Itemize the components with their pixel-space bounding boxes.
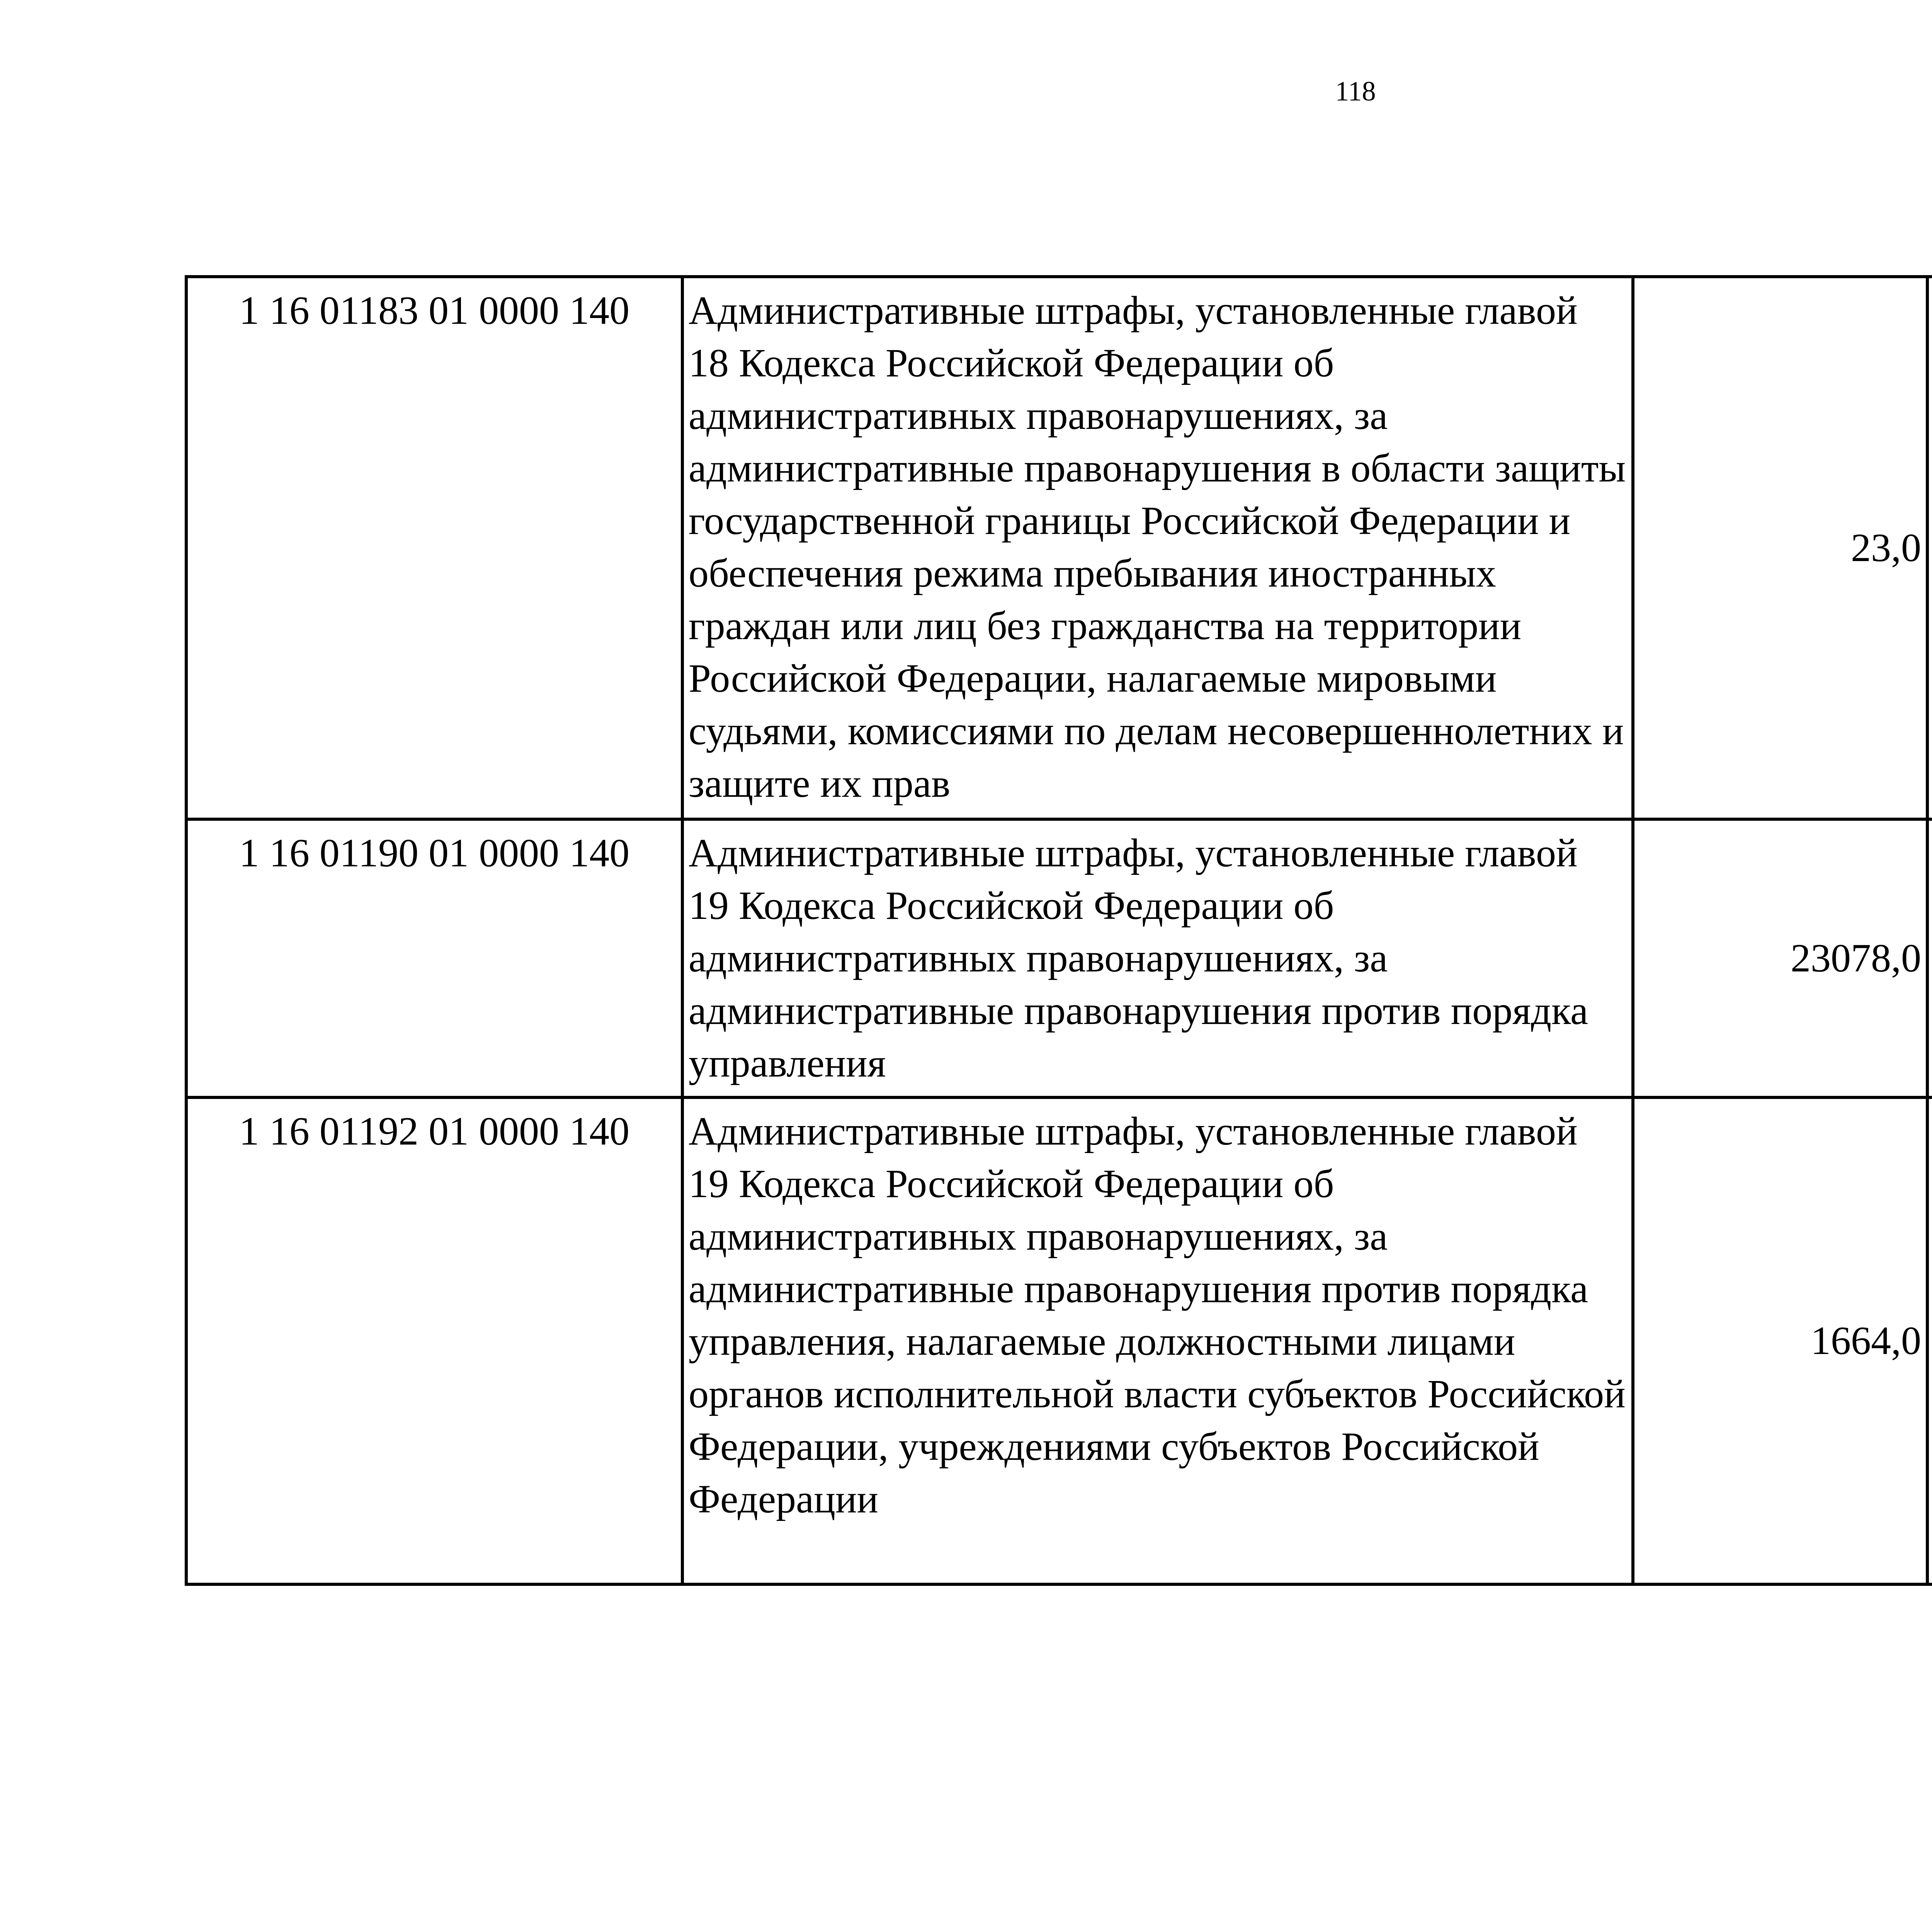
value-cell-year-2 bbox=[1927, 819, 1932, 1097]
budget-code-cell: 1 16 01190 01 0000 140 bbox=[186, 819, 682, 1097]
description-cell: Административные штрафы, установленные главой 18 Кодекса Российской Федерации об административных правонарушениях, за административные правонарушения в области защиты государственной границы Российской Федерации и обеспечения режима пребывания иностранных граждан или лиц без гражданства на территории Российской Федерации, налагаемые мировыми судьями, комиссиями по делам несовершеннолетних и защите их прав bbox=[682, 277, 1633, 819]
value-cell-year-1: 1664,0 bbox=[1633, 1097, 1927, 1584]
description-cell: Административные штрафы, установленные главой 19 Кодекса Российской Федерации об административных правонарушениях, за административные правонарушения против порядка управления bbox=[682, 819, 1633, 1097]
value-cell-year-2 bbox=[1927, 277, 1932, 819]
budget-code-cell: 1 16 01192 01 0000 140 bbox=[186, 1097, 682, 1584]
budget-code-cell: 1 16 01183 01 0000 140 bbox=[186, 277, 682, 819]
value-cell-year-1: 23,0 bbox=[1633, 277, 1927, 819]
value-cell-year-1: 23078,0 bbox=[1633, 819, 1927, 1097]
table-row bbox=[186, 277, 1932, 819]
table-row bbox=[186, 1097, 1932, 1584]
value-cell-year-2 bbox=[1927, 1097, 1932, 1584]
table-row bbox=[186, 819, 1932, 1097]
page-number: 118 bbox=[1335, 76, 1376, 107]
description-cell: Административные штрафы, установленные главой 19 Кодекса Российской Федерации об административных правонарушениях, за административные правонарушения против порядка управления, налагаемые должностными лицами органов исполнительной власти субъектов Российской Федерации, учреждениями субъектов Российской Федерации bbox=[682, 1097, 1633, 1584]
budget-table bbox=[185, 275, 1932, 1586]
